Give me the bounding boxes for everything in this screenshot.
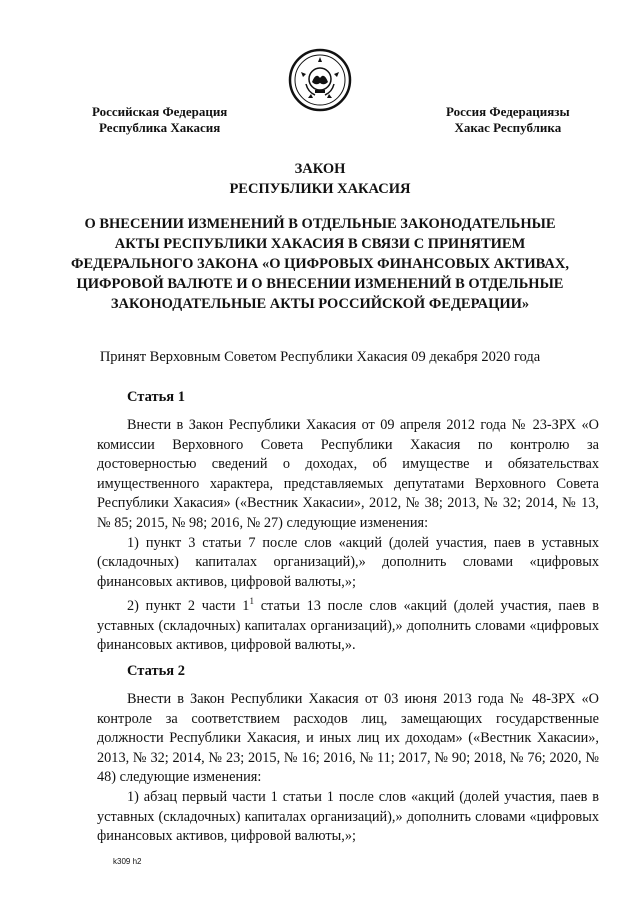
adoption-line: Принят Верховным Советом Республики Хакасия 09 декабря 2020 года <box>99 349 541 365</box>
header-right-block <box>446 104 570 136</box>
article1-item2 <box>97 592 599 656</box>
header-right-line1: Россия Федерациязы <box>446 104 570 119</box>
article1-item2-b: статьи 13 после слов «акций (долей участия, паев в уставных (складочных) капиталах организаций),» дополнить словами «цифровых финансовых активов, цифровой валюты,». <box>97 598 599 654</box>
article2-item1: 1) абзац первый части 1 статьи 1 после слов «акций (долей участия, паев в уставных (складочных) капиталах организаций),» дополнить словами «цифровых финансовых активов, цифровой валюты,»; <box>97 788 599 845</box>
article2-heading: Статья 2 <box>127 663 185 679</box>
law-title <box>0 159 640 199</box>
article1-heading: Статья 1 <box>127 389 185 405</box>
article1-item2-sup: 1 <box>249 596 254 607</box>
khakassia-coat-of-arms-icon <box>288 48 352 112</box>
header-left-line1: Российская Федерация <box>92 104 228 119</box>
article2-body <box>97 690 599 847</box>
law-title-line1: ЗАКОН <box>294 161 346 177</box>
footer-code: k309 h2 <box>113 857 142 866</box>
law-title-line2: РЕСПУБЛИКИ ХАКАСИЯ <box>229 181 411 197</box>
article1-item1: 1) пункт 3 статьи 7 после слов «акций (долей участия, паев в уставных (складочных) капиталах организаций),» дополнить словами «цифровых финансовых активов, цифровой валюты,»; <box>97 534 599 590</box>
law-name: О ВНЕСЕНИИ ИЗМЕНЕНИЙ В ОТДЕЛЬНЫЕ ЗАКОНОДАТЕЛЬНЫЕ АКТЫ РЕСПУБЛИКИ ХАКАСИЯ В СВЯЗИ С ПРИНЯТИЕМ ФЕДЕРАЛЬНОГО ЗАКОНА «О ЦИФРОВЫХ ФИНАНСОВЫХ АКТИВАХ, ЦИФРОВОЙ ВАЛЮТЕ И О ВНЕСЕНИИ ИЗМЕНЕНИЙ В ОТДЕЛЬНЫЕ ЗАКОНОДАТЕЛЬНЫЕ АКТЫ РОССИЙСКОЙ ФЕДЕРАЦИИ» <box>71 216 569 312</box>
article2-intro: Внести в Закон Республики Хакасия от 03 июня 2013 года № 48-ЗРХ «О контроле за соответствием расходов лиц, замещающих государственные должности Республики Хакасия, и иных лиц их доходам» («Вестник Хакасии», 2013, № 32; 2014, № 23; 2015, № 16; 2016, № 11; 2017, № 90; 2018, № 76; 2020, № 48) следующие изменения: <box>97 691 599 786</box>
article1-intro: Внести в Закон Республики Хакасия от 09 апреля 2012 года № 23-ЗРХ «О комиссии Верховного Совета Республики Хакасия по контролю за достоверностью сведений о доходах, об имуществе и обязательствах имущественного характера, представляемых депутатами Верховного Совета Республики Хакасия» («Вестник Хакасии», 2012, № 38; 2013, № 32; 2014, № 13, № 85; 2015, № 98; 2016, № 27) следующие изменения: <box>97 417 599 531</box>
header-left-block <box>92 104 227 136</box>
article1-item2-a: 2) пункт 2 части 1 <box>127 598 250 615</box>
article1-body <box>97 416 599 656</box>
header-right-line2: Хакас Республика <box>454 120 562 135</box>
header-left-line2: Республика Хакасия <box>99 120 221 135</box>
